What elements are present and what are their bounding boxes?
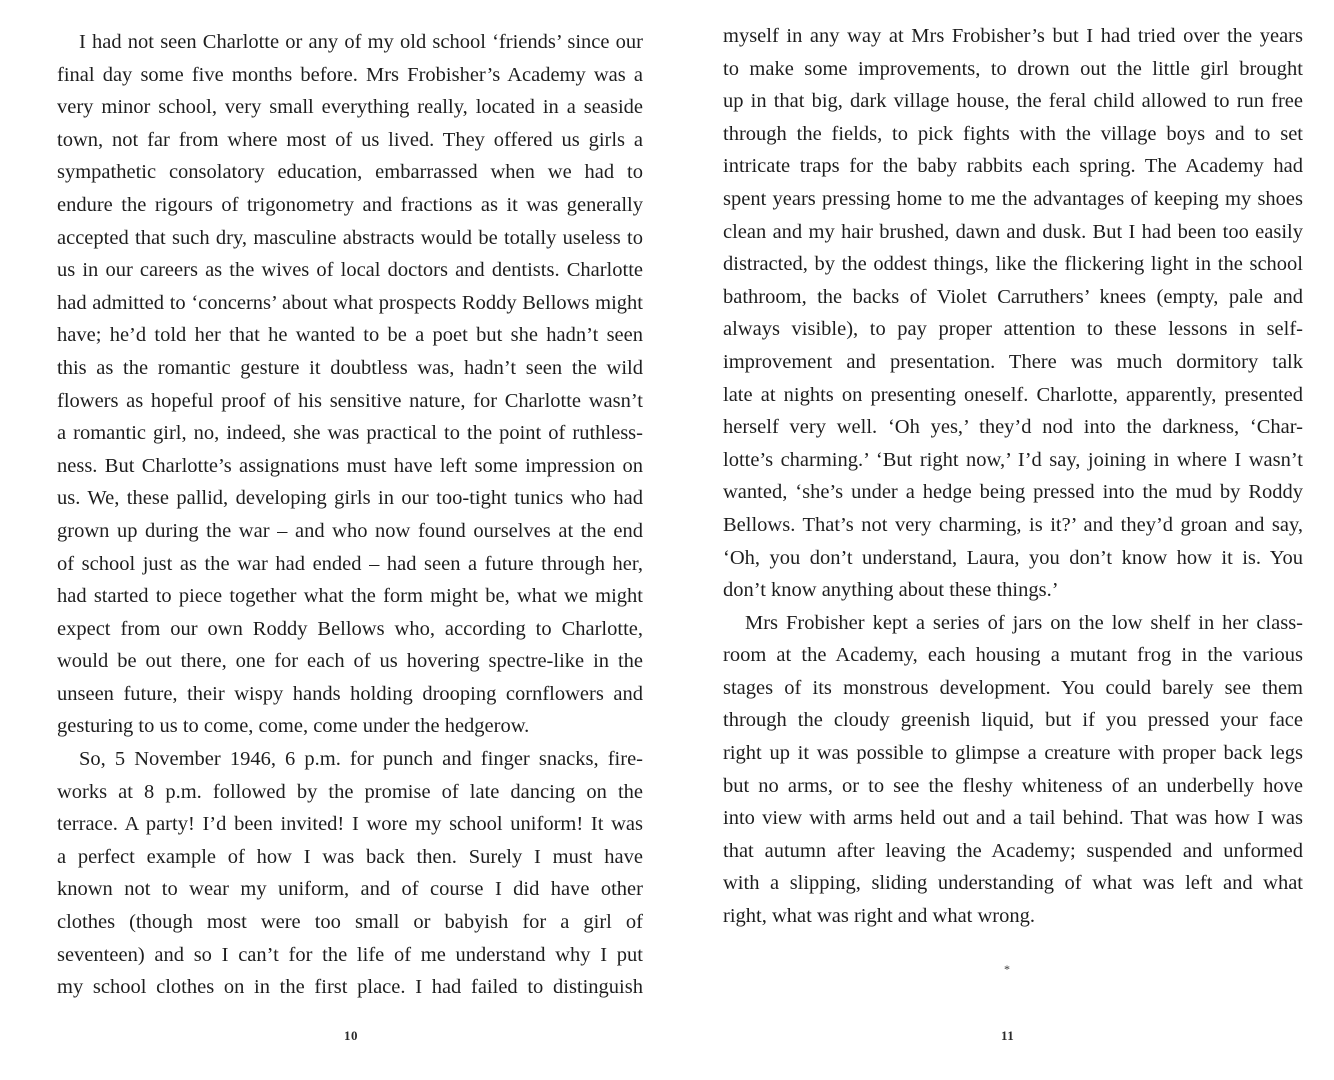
text-line: don’t know anything about these things.’ — [723, 579, 1059, 602]
text-line: known not to wear my uniform, and of course I did have other — [57, 878, 643, 901]
text-line: very minor school, very small everything really, located in a seaside — [57, 96, 643, 119]
text-line: spent years pressing home to me the advantages of keeping my shoes — [723, 187, 1303, 210]
text-line: final day some five months before. Mrs Frobisher’s Academy was a — [57, 63, 643, 86]
text-line: bathroom, the backs of Violet Carruthers’ knees (empty, pale and — [723, 285, 1303, 308]
text-line: late at nights on presenting oneself. Charlotte, apparently, presented — [723, 383, 1303, 406]
text-line: would be out there, one for each of us hovering spectre-like in the — [57, 650, 643, 673]
text-line: through the fields, to pick fights with the village boys and to set — [723, 122, 1303, 145]
section-break-asterisk: * — [1004, 962, 1010, 976]
text-line: lotte’s charming.’ ‘But right now,’ I’d say, joining in where I wasn’t — [723, 448, 1303, 471]
text-line: with a slipping, sliding understanding of what was left and what — [723, 872, 1303, 895]
right-page-body — [723, 20, 1303, 933]
text-line: accepted that such dry, masculine abstracts would be totally useless to — [57, 226, 643, 249]
text-line: us. We, these pallid, developing girls in our too-tight tunics who had — [57, 487, 643, 510]
text-line: stages of its monstrous development. You could barely see them — [723, 676, 1303, 699]
text-line: into view with arms held out and a tail behind. That was how I was — [723, 807, 1303, 830]
text-line: room at the Academy, each housing a mutant frog in the various — [723, 644, 1303, 667]
text-line: clothes (though most were too small or babyish for a girl of — [57, 911, 643, 934]
text-line: a perfect example of how I was back then. Surely I must have — [57, 845, 643, 868]
text-line: improvement and presentation. There was much dormitory talk — [723, 350, 1303, 373]
text-line: through the cloudy greenish liquid, but if you pressed your face — [723, 709, 1303, 732]
text-line: always visible), to pay proper attention to these lessons in self- — [723, 318, 1303, 341]
text-line: my school clothes on in the first place. I had failed to distinguish — [57, 976, 643, 999]
text-line: right, what was right and what wrong. — [723, 905, 1035, 928]
left-page-body — [57, 26, 643, 1004]
text-line: distracted, by the oddest things, like the flickering light in the school — [723, 253, 1303, 276]
text-line: ‘Oh, you don’t understand, Laura, you don’t know how it is. You — [723, 546, 1303, 569]
text-line: works at 8 p.m. followed by the promise of late dancing on the — [57, 780, 643, 803]
text-line: had admitted to ‘concerns’ about what prospects Roddy Bellows might — [57, 291, 643, 314]
text-line: that autumn after leaving the Academy; suspended and unformed — [723, 839, 1303, 862]
text-line: a romantic girl, no, indeed, she was practical to the point of ruthless- — [57, 422, 643, 445]
text-line: us in our careers as the wives of local doctors and dentists. Charlotte — [57, 259, 643, 282]
text-line: terrace. A party! I’d been invited! I wore my school uniform! It was — [57, 813, 643, 836]
text-line: unseen future, their wispy hands holding drooping cornflowers and — [57, 682, 643, 705]
text-line: clean and my hair brushed, dawn and dusk. But I had been too easily — [723, 220, 1303, 243]
text-line: expect from our own Roddy Bellows who, according to Charlotte, — [57, 617, 643, 640]
text-line: flowers as hopeful proof of his sensitive nature, for Charlotte wasn’t — [57, 389, 643, 412]
text-line: right up it was possible to glimpse a creature with proper back legs — [723, 742, 1303, 765]
text-line: So, 5 November 1946, 6 p.m. for punch and finger snacks, fire- — [79, 748, 643, 771]
text-line: had started to piece together what the form might be, what we might — [57, 585, 643, 608]
text-line: myself in any way at Mrs Frobisher’s but I had tried over the years — [723, 25, 1303, 47]
text-line: but no arms, or to see the fleshy whiteness of an underbelly hove — [723, 774, 1303, 797]
text-line: intricate traps for the baby rabbits each spring. The Academy had — [723, 155, 1303, 178]
right-page — [667, 0, 1334, 1080]
text-line: I had not seen Charlotte or any of my old school ‘friends’ since our — [79, 31, 643, 53]
page-number-left: 10 — [344, 1028, 358, 1043]
page-number-right: 11 — [1001, 1028, 1015, 1043]
text-line: Bellows. That’s not very charming, is it?’ and they’d groan and say, — [723, 513, 1303, 536]
text-line: seventeen) and so I can’t for the life of me understand why I put — [57, 943, 643, 966]
text-line: of school just as the war had ended – had seen a future through her, — [57, 552, 643, 575]
text-line: sympathetic consolatory education, embarrassed when we had to — [57, 161, 643, 184]
text-line: up in that big, dark village house, the feral child allowed to run free — [723, 90, 1303, 113]
text-line: endure the rigours of trigonometry and fractions as it was generally — [57, 193, 643, 216]
text-line: wanted, ‘she’s under a hedge being pressed into the mud by Roddy — [723, 481, 1303, 504]
text-line: Mrs Frobisher kept a series of jars on the low shelf in her class- — [745, 611, 1303, 634]
text-line: town, not far from where most of us lived. They offered us girls a — [57, 128, 643, 151]
text-line: have; he’d told her that he wanted to be a poet but she hadn’t seen — [57, 324, 643, 347]
text-line: to make some improvements, to drown out the little girl brought — [723, 57, 1303, 80]
text-line: gesturing to us to come, come, come under the hedgerow. — [57, 715, 530, 738]
text-line: ness. But Charlotte’s assignations must have left some impression on — [57, 454, 643, 477]
text-line: this as the romantic gesture it doubtless was, hadn’t seen the wild — [57, 356, 643, 379]
text-line: herself very well. ‘Oh yes,’ they’d nod into the darkness, ‘Char- — [723, 416, 1303, 439]
text-line: grown up during the war – and who now found ourselves at the end — [57, 519, 643, 542]
